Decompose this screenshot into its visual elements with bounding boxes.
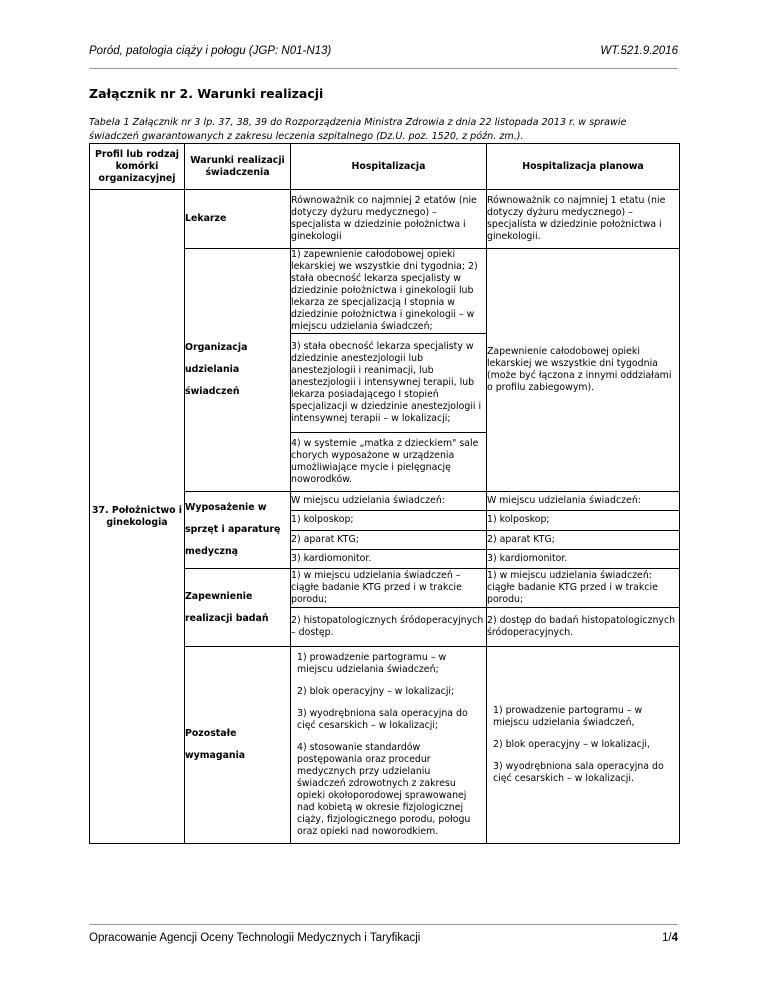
header-hospitalization: Hospitalizacja: [291, 144, 487, 190]
condition-other: [185, 647, 291, 844]
condition-organization-line3: świadczeń: [185, 386, 240, 397]
other-hosp-4: 4) stosowanie standardów postępowania oraz procedur medycznych przy udzielaniu świadczeń zdrowotnych z zakresu opieki okołoporodowej sprawowanej nad kobietą w okresie fizjologicznej ciąży, fizjologicznego porodu, połogu oraz opieki nad noworodkiem.: [297, 742, 471, 837]
footer-agency: Opracowanie Agencji Oceny Technologii Medycznych i Taryfikacji: [89, 932, 421, 944]
equipment-planned-0: W miejscu udzielania świadczeń:: [487, 492, 680, 511]
other-planned-2: 2) blok operacyjny – w lokalizacji,: [493, 739, 651, 750]
organization-hosp-3: 4) w systemie „matka z dzieckiem" sale chorych wyposażone w urządzenia umożliwiające mycie i pielęgnację noworodków.: [291, 433, 487, 492]
condition-tests-line1: Zapewnienie: [185, 590, 253, 602]
other-hosp-1: 1) prowadzenie partogramu – w miejscu udzielania świadczeń;: [297, 652, 447, 675]
header-divider: [89, 68, 678, 69]
page-number: [662, 932, 678, 944]
condition-equipment-line3: medyczną: [185, 546, 238, 557]
conditions-table: [89, 143, 680, 844]
other-hosp-2: 2) blok operacyjny – w lokalizacji;: [297, 686, 455, 697]
equipment-hosp-0: W miejscu udzielania świadczeń:: [291, 492, 487, 511]
equipment-planned-2: 2) aparat KTG;: [487, 530, 680, 549]
condition-other-line2: wymagania: [185, 750, 246, 761]
other-hosp: [291, 647, 487, 844]
condition-equipment: [185, 492, 291, 569]
other-planned-3: 3) wyodrębniona sala operacyjna do cięć cesarskich – w lokalizacji.: [493, 761, 664, 784]
header-conditions: Warunki realizacji świadczenia: [185, 144, 291, 190]
other-planned-1: 1) prowadzenie partogramu – w miejscu udzielania świadczeń,: [493, 705, 643, 728]
table-row: [90, 190, 680, 249]
condition-other-line1: Pozostałe: [185, 728, 237, 739]
tests-hosp-2: 2) histopatologicznych śródoperacyjnych – dostęp.: [291, 608, 487, 647]
doctors-hosp: Równoważnik co najmniej 2 etatów (nie dotyczy dyżuru medycznego) – specjalista w dziedzinie położnictwa i ginekologii: [291, 190, 487, 249]
condition-equipment-line1: Wyposażenie w: [185, 502, 267, 513]
page-current: 1/: [662, 932, 672, 944]
condition-equipment-line2: sprzęt i aparaturę: [185, 524, 281, 535]
table-caption: Tabela 1 Załącznik nr 3 lp. 37, 38, 39 do Rozporządzenia Ministra Zdrowia z dnia 22 listopada 2013 r. w sprawie świadczeń gwarantowanych z zakresu leczenia szpitalnego (Dz.U. poz. 1520, z późn. zm.).: [89, 117, 627, 142]
tests-planned-1: 1) w miejscu udzielania świadczeń: ciągłe badanie KTG przed i w trakcie porodu;: [487, 569, 680, 608]
organization-hosp-2: 3) stała obecność lekarza specjalisty w dziedzinie anestezjologii lub anestezjologii i reanimacji, lub anestezjologii i intensywnej terapii, lub lekarza posiadającego I stopień specjalizacji w dziedzinie anestezjologii i intensywnej terapii – w lokalizacji;: [291, 334, 487, 433]
equipment-planned-1: 1) kolposkop;: [487, 511, 680, 530]
running-header-ref: WT.521.9.2016: [600, 45, 678, 57]
header-planned-hospitalization: Hospitalizacja planowa: [487, 144, 680, 190]
organization-planned: Zapewnienie całodobowej opieki lekarskiej we wszystkie dni tygodnia (może być łączona z innymi oddziałami o profilu zabiegowym).: [487, 249, 680, 492]
table-header-row: [90, 144, 680, 190]
header-profile: Profil lub rodzaj komórki organizacyjnej: [90, 144, 185, 190]
other-planned: [487, 647, 680, 844]
other-hosp-3: 3) wyodrębniona sala operacyjna do cięć cesarskich – w lokalizacji;: [297, 708, 468, 731]
condition-organization-line2: udzielania: [185, 364, 240, 375]
page-total: 4: [671, 932, 678, 944]
condition-doctors: Lekarze: [185, 190, 291, 249]
profile-cell: 37. Położnictwo i ginekologia: [90, 190, 185, 844]
tests-planned-2: 2) dostęp do badań histopatologicznych śródoperacyjnych.: [487, 608, 680, 647]
condition-organization: [185, 249, 291, 492]
tests-hosp-1: 1) w miejscu udzielania świadczeń – ciągłe badanie KTG przed i w trakcie porodu;: [291, 569, 487, 608]
doctors-planned: Równoważnik co najmniej 1 etatu (nie dotyczy dyżuru medycznego) – specjalista w dziedzinie położnictwa i ginekologii.: [487, 190, 680, 249]
organization-hosp-1: 1) zapewnienie całodobowej opieki lekarskiej we wszystkie dni tygodnia; 2) stała obecność lekarza specjalisty w dziedzinie położnictwa i ginekologii lub lekarza ze specjalizacją I stopnia w dziedzinie położnictwa i ginekologii – w miejscu udzielania świadczeń;: [291, 249, 487, 334]
condition-tests-line2: realizacji badań: [185, 612, 269, 624]
condition-tests: [185, 569, 291, 647]
running-header-title: Poród, patologia ciąży i połogu (JGP: N01-N13): [89, 45, 332, 57]
equipment-hosp-1: 1) kolposkop;: [291, 511, 487, 530]
equipment-planned-3: 3) kardiomonitor.: [487, 549, 680, 568]
annex-title: Załącznik nr 2. Warunki realizacji: [89, 86, 324, 101]
equipment-hosp-2: 2) aparat KTG;: [291, 530, 487, 549]
condition-organization-line1: Organizacja: [185, 342, 248, 353]
equipment-hosp-3: 3) kardiomonitor.: [291, 549, 487, 568]
footer-divider: [89, 924, 678, 925]
